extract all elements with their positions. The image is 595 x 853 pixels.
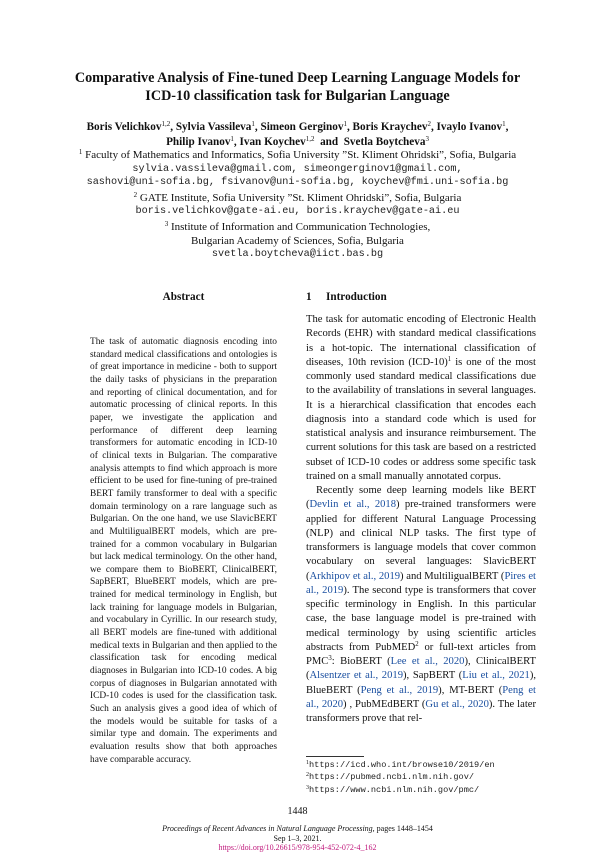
introduction-body: [306, 313, 536, 726]
page-number: 1448: [287, 806, 308, 817]
author-separator: ,: [430, 121, 437, 133]
affil-emails[interactable]: sylvia.vassileva@gmail.com, simeongerginov1@gmail.com,: [132, 163, 463, 175]
author-separator: ,: [505, 121, 509, 133]
author-name: Svetla Boytcheva: [343, 135, 426, 148]
abstract-heading: Abstract: [162, 291, 205, 303]
author-name: Ivan Koychev: [239, 135, 306, 148]
citation-link[interactable]: Alsentzer et al., 2019: [309, 670, 403, 682]
citation-link[interactable]: Devlin et al., 2018: [309, 499, 397, 511]
affil-marker: 3: [164, 219, 169, 228]
author-name: Simeon Gerginov: [260, 121, 344, 133]
footnote: $^3$https://www.ncbi.nlm.nih.gov/pmc/: [306, 784, 480, 795]
author-list: [40, 120, 555, 149]
affil-marker: 2: [133, 190, 138, 199]
paragraph: Recently some deep learning models like BERT (Devlin et al., 2018) pre-trained transformers were applied for different Natural Language Processing (NLP) and clinical NLP tasks. The first type of transformers is language models that cover common vocabulary on several languages: SlavicBERT (Arkhipov et al., 2019) and MultiligualBERT (Pires et al., 2019). The second type is transformers that cover specific terminology in English. In this particular case, the base language model is pre-trained with medical terminology by using scientific articles abstracts from PubMED$^2$ or full-text articles from PMC$^3$: BioBERT (Lee et al., 2020), ClinicalBERT (Alsentzer et al., 2019), SapBERT (Liu et al., 2021), BlueBERT (Peng et al., 2019), MT-BERT (Peng et al., 2020) , PubMEdBERT (Gu et al., 2020). The later transformers prove that rel-: [306, 485, 537, 724]
section-number: 1: [306, 291, 312, 303]
affil-text: Faculty of Mathematics and Informatics, Sofia University ”St. Kliment Ohridski”, Sofia, Bulgaria: [85, 149, 517, 161]
proceedings-pages: , pages 1448–1454: [372, 824, 433, 833]
author-name: Boris Kraychev: [352, 121, 428, 133]
citation-link[interactable]: Arkhipov et al., 2019: [309, 570, 401, 582]
author-name: Sylvia Vassileva: [175, 121, 252, 133]
proceedings-venue: Proceedings of Recent Advances in Natural Language Processing: [162, 824, 373, 833]
title-line-2: ICD-10 classification task for Bulgarian Language: [145, 88, 450, 104]
author-line-2: [40, 135, 555, 150]
footnote: $^1$https://icd.who.int/browse10/2019/en: [306, 760, 495, 770]
citation-link[interactable]: Gu et al., 2020: [425, 698, 489, 710]
affil-text: GATE Institute, Sofia University ”St. Kliment Ohridski”, Sofia, Bulgaria: [139, 191, 462, 204]
affil-emails[interactable]: svetla.boytcheva@iict.bas.bg: [211, 249, 384, 261]
proceedings-footer: [0, 824, 595, 853]
affil-emails[interactable]: boris.velichkov@gate-ai.eu, boris.kraychev@gate-ai.eu: [135, 206, 460, 218]
paper-title: [60, 69, 535, 105]
footnote-marker[interactable]: 1: [447, 355, 452, 363]
footnote-marker[interactable]: 2: [415, 640, 419, 648]
author-separator: ,: [233, 135, 240, 148]
footnotes: [306, 759, 546, 796]
footnote: $^2$https://pubmed.ncbi.nlm.nih.gov/: [306, 772, 475, 783]
author-affil-marker: 1: [251, 120, 255, 128]
author-name: Philip Ivanov: [166, 135, 231, 148]
affil-text: Institute of Information and Communication Technologies,: [170, 220, 431, 233]
author-name: Ivaylo Ivanov: [436, 121, 503, 133]
author-affil-marker: 3: [425, 134, 429, 143]
abstract-body: The task of automatic diagnosis encoding into standard medical classifications and ontologies is of great importance in medicine - both to support the daily tasks of physicians in the preparation and reporting of clinical documentation, and for automatic processing of clinical reports. In this paper, we investigate the application and performance of different deep learning transformers for automatic encoding in ICD-10 of clinical texts in Bulgarian. The comparative analysis attempts to find which approach is more efficient to be used for fine-tuning of pre-trained BERT family transformer to deal with a specific domain terminology on a rare language such as Bulgarian. On the one hand, we use SlavicBERT and MultiligualBERT models, which are pre-trained for a common vocabulary in Bulgarian but lack medical terminology. On the other hand, we compare them to BioBERT, ClinicalBERT, SapBERT, BlueBERT models, which are pre-trained for medical terminology in English, but lack training for language models in Bulgarian, and vocabulary in Cyrillic. In our research study, all BERT models are fine-tuned with additional medical texts in Bulgarian and then applied to the classification task for encoding medical diagnoses in Bulgarian into ICD-10 codes. A big corpus of diagnoses in Bulgarian annotated with ICD-10 codes is used for the classification task. Such an analysis gives a good idea of which of the models would be suitable for tasks of a similar type and domain. The experiments and evaluation results show that both approaches have comparable accuracy.: [90, 337, 277, 765]
author-separator: ,: [170, 121, 176, 133]
author-affil-marker: 1: [230, 134, 234, 143]
section-title: Introduction: [326, 291, 387, 303]
author-affil-marker: 1,2: [161, 120, 171, 128]
citation-link[interactable]: Peng et al., 2019: [360, 684, 439, 696]
footnote-url[interactable]: https://www.ncbi.nlm.nih.gov/pmc/: [309, 784, 480, 795]
author-affil-marker: 2: [427, 120, 431, 128]
citation-link[interactable]: Peng et al., 2020: [306, 684, 536, 710]
author-line-1: [40, 120, 555, 135]
citation-link[interactable]: Lee et al., 2020: [390, 656, 465, 667]
affil-emails[interactable]: sashovi@uni-sofia.bg, fsivanov@uni-sofia.bg, koychev@fmi.uni-sofia.bg: [86, 177, 509, 189]
proceedings-date: Sep 1–3, 2021.: [273, 833, 322, 843]
affil-marker: 1: [78, 148, 83, 156]
footnote-url[interactable]: https://icd.who.int/browse10/2019/en: [309, 760, 495, 770]
citation-link[interactable]: Liu et al., 2021: [462, 670, 530, 682]
section-heading-introduction: [306, 291, 536, 303]
author-separator: and: [314, 135, 344, 148]
affil-text: Bulgarian Academy of Sciences, Sofia, Bulgaria: [191, 234, 404, 247]
paragraph: The task for automatic encoding of Electronic Health Records (EHR) with standard medical classifications is a hot-topic. The international classification of diseases, 10th revision $(ICD-10)^1$ is one of the most commonly used standard medical classifications due to the availability of translations in several languages. It is a hierarchical classification that encodes each diagnosis into a standard code which is used for statistical analysis and insurance reimbursement. The current solutions for this task are based on a restricted subset of ICD-10 codes or address some specific task trained on a small manually annotated corpus.: [306, 314, 536, 482]
author-separator: ,: [254, 121, 261, 133]
author-affil-marker: 1,2: [305, 134, 315, 143]
footnote-url[interactable]: https://pubmed.ncbi.nlm.nih.gov/: [309, 772, 475, 783]
footnote-marker[interactable]: 3: [328, 655, 332, 662]
author-name: Boris Velichkov: [86, 121, 162, 133]
citation-link[interactable]: Pires et al., 2019: [306, 570, 536, 596]
title-line-1: Comparative Analysis of Fine-tuned Deep Learning Language Models for: [74, 70, 521, 86]
affiliation-1: [10, 149, 585, 262]
author-affil-marker: 1: [502, 120, 506, 128]
author-affil-marker: 1: [343, 120, 347, 128]
doi-link[interactable]: https://doi.org/10.26615/978-954-452-072-4_162: [218, 843, 377, 853]
footnote-divider: [306, 756, 364, 757]
author-separator: ,: [346, 121, 353, 133]
